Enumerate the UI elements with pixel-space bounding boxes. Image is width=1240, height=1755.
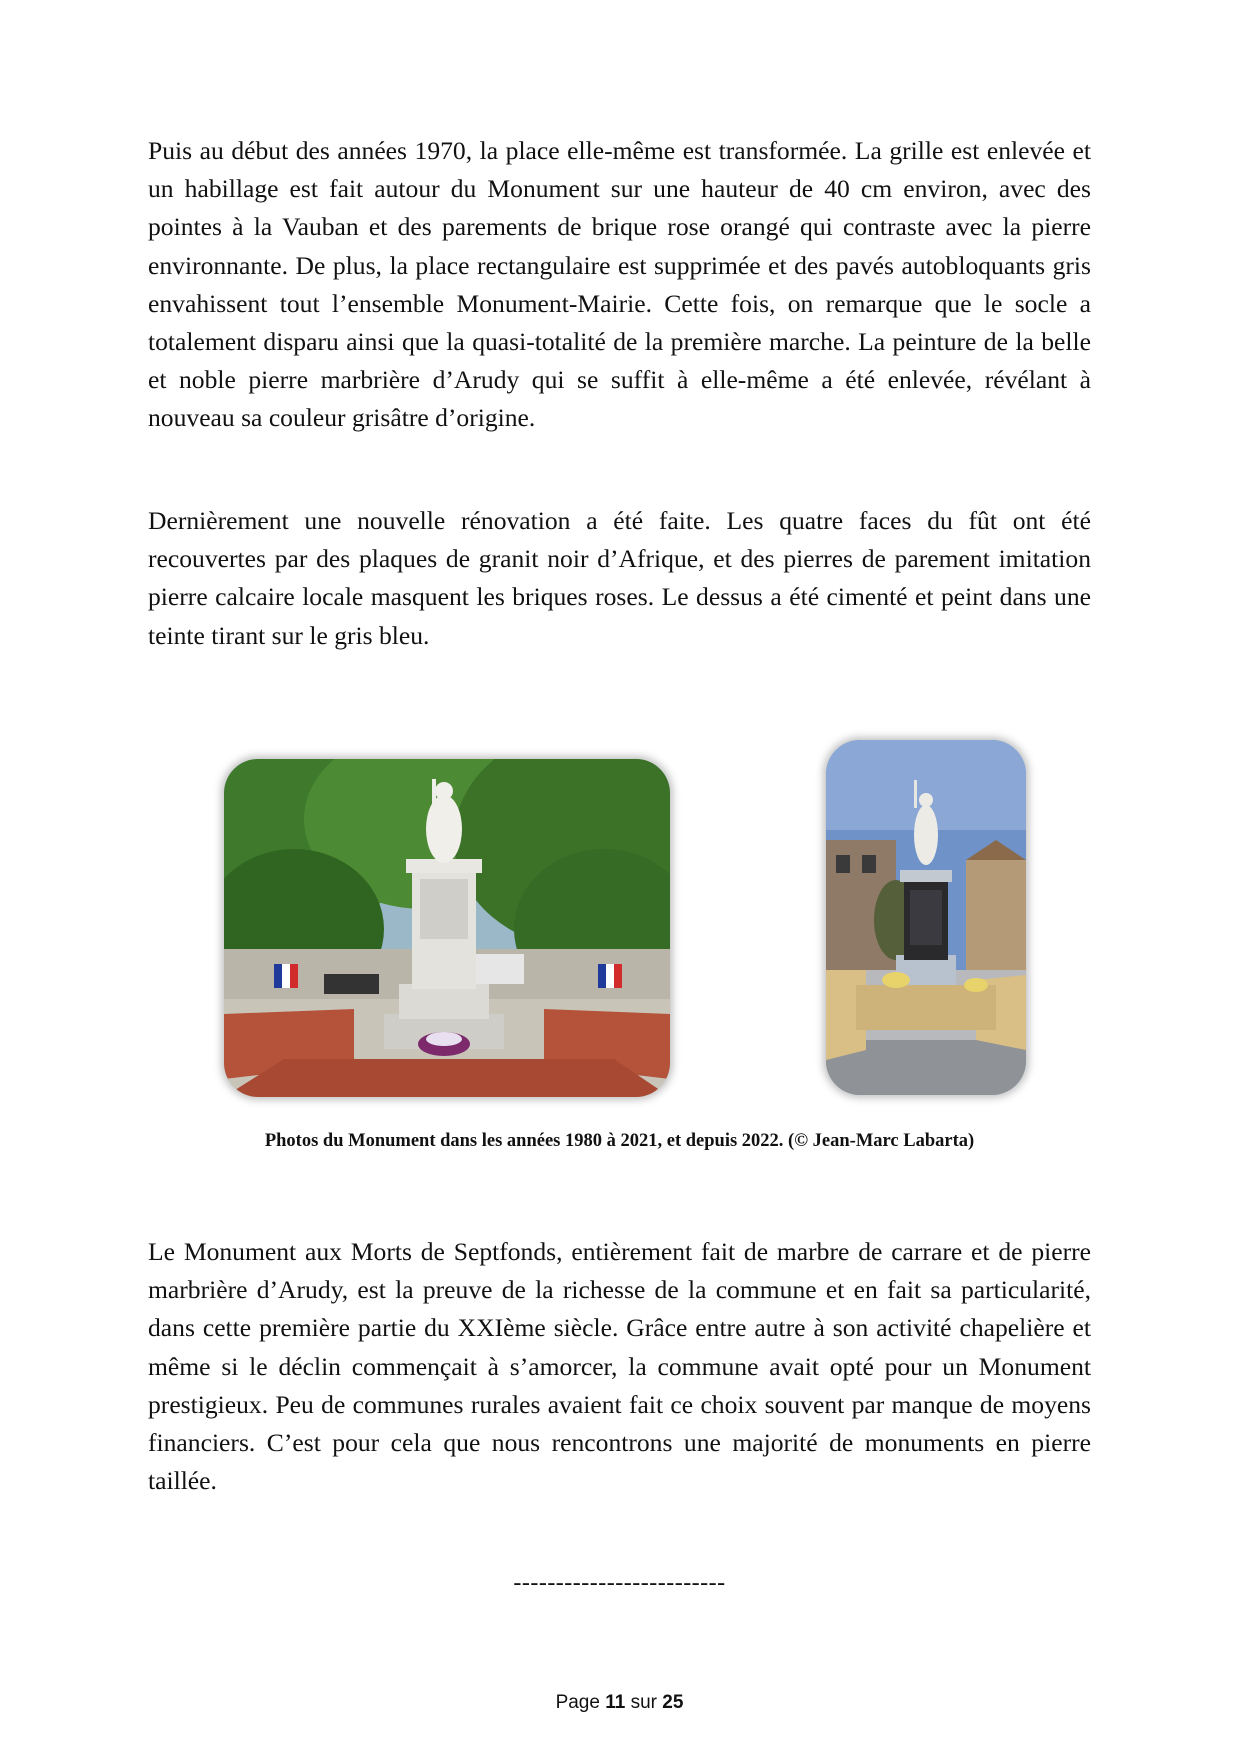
paragraph-1970s-renovation: Puis au début des années 1970, la place elle-même est transformée. La grille est enlevée et un habillage est fait autour du Monument sur une hauteur de 40 cm environ, avec des pointes à la Vauban et des parements de brique rose orangé qui contraste avec la pierre environnante. De plus, la place rectangulaire est supprimée et des pavés autobloquants gris envahissent tout l’ensemble Monument-Mairie. Cette fois, on remarque que le socle a totalement disparu ainsi que la quasi-totalité de la première marche. La peinture de la belle et noble pierre marbrière d’Arudy qui se suffit à elle-même a été enlevée, révélant à nouveau sa couleur grisâtre d’origine. xyxy=(148,136,1091,433)
page-label: Page xyxy=(555,1692,600,1713)
paragraph-recent-renovation: Dernièrement une nouvelle rénovation a été faite. Les quatre faces du fût ont été recouvertes par des plaques de granit noir d’Afrique, et des pierres de parement imitation pierre calcaire locale masquent les briques roses. Le dessus a été cimenté et peint dans une teinte tirant sur le gris bleu. xyxy=(148,506,1091,650)
photo-caption: Photos du Monument dans les années 1980 à 2021, et depuis 2022. (© Jean-Marc Labarta) xyxy=(264,1131,975,1151)
page-footer xyxy=(148,1692,1091,1714)
page-of-label: sur xyxy=(630,1692,657,1713)
page-total-number: 25 xyxy=(662,1692,684,1713)
page-current-number: 11 xyxy=(605,1692,626,1713)
section-separator: ------------------------- xyxy=(513,1570,726,1596)
paragraph-conclusion: Le Monument aux Morts de Septfonds, entièrement fait de marbre de carrare et de pierre marbrière d’Arudy, est la preuve de la richesse de la commune et en fait sa particularité, dans cette première partie du XXIème siècle. Grâce entre autre à son activité chapelière et même si le déclin commençait à s’amorcer, la commune avait opté pour un Monument prestigieux. Peu de communes rurales avaient fait ce choix souvent par manque de moyens financiers. C’est pour cela que nous rencontrons une majorité de monuments en pierre taillée. xyxy=(148,1237,1091,1496)
monument-photo-1980-2021 xyxy=(224,759,670,1097)
monument-photo-since-2022 xyxy=(826,740,1026,1095)
